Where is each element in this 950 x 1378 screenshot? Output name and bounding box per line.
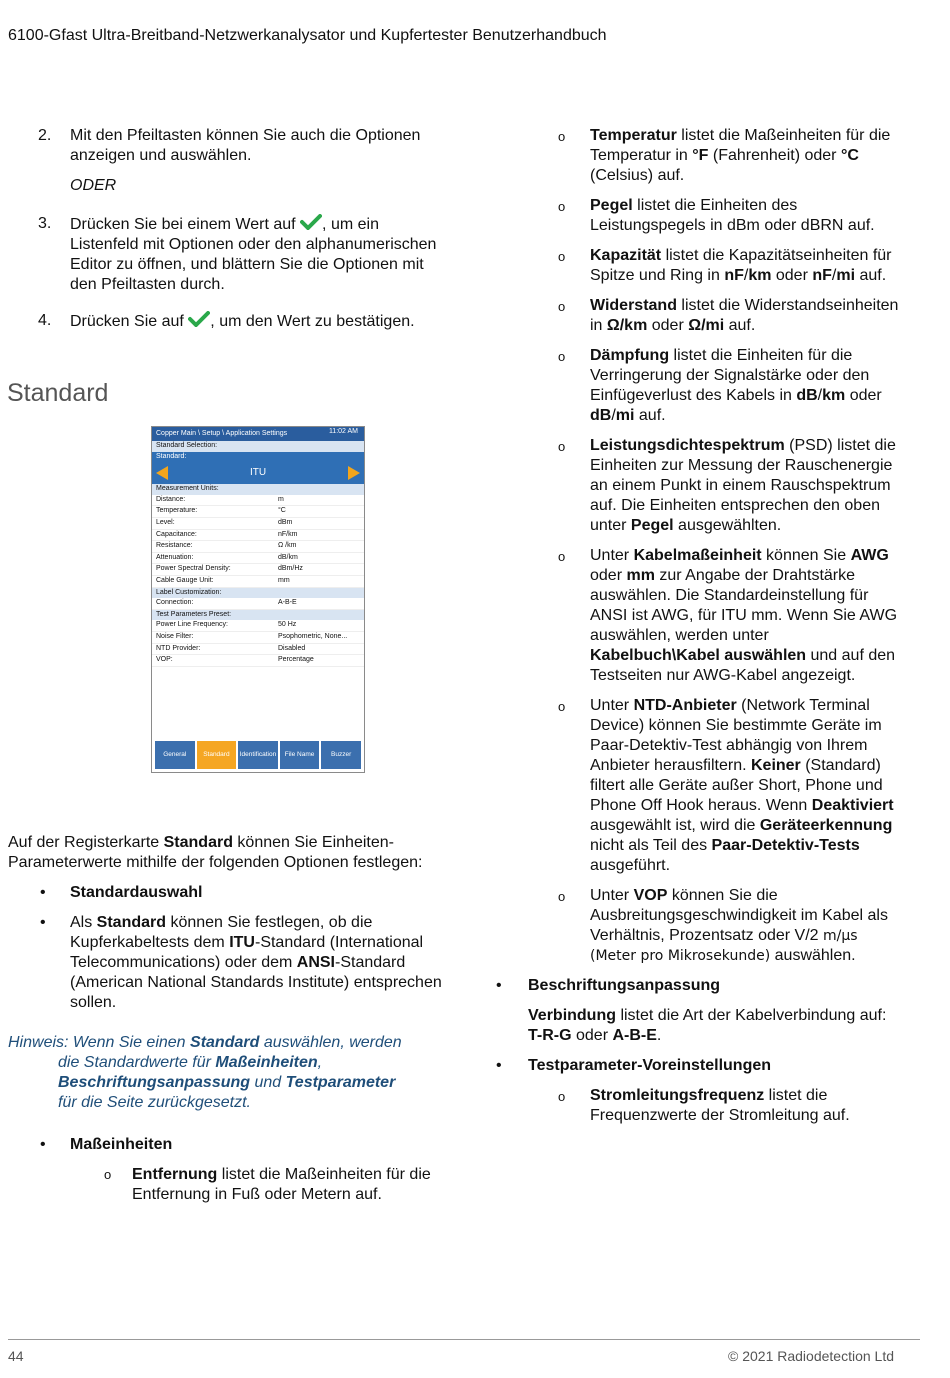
setting-label: Level:: [156, 518, 175, 526]
setting-row[interactable]: [152, 518, 364, 530]
setting-row[interactable]: [152, 598, 364, 610]
setting-value: dBm/Hz: [278, 565, 303, 573]
sub-entfernung: o Entfernung listet die Maßeinheiten für die Entfernung in Fuß oder Metern auf.: [104, 1166, 431, 1203]
tab-buzzer[interactable]: Buzzer: [321, 741, 361, 769]
copyright: © 2021 Radiodetection Ltd: [728, 1348, 894, 1364]
right-column: [490, 126, 900, 1136]
sub-kabelmasseinheit: o Unter Kabelmaßeinheit können Sie AWG oder mm zur Angabe der Drahtstärke auswählen. Die Standardeinstellung für ANSI ist AWG, für ITU mm. Wenn Sie AWG auswählen, werden unter Kabelbuch\Kabel auswählen und auf den Testseiten nur AWG-Kabel angezeigt.: [558, 547, 898, 684]
setting-row[interactable]: [152, 620, 364, 632]
setting-label: Attenuation:: [156, 553, 194, 561]
setting-value: m: [278, 495, 284, 503]
setting-value: Disabled: [278, 644, 306, 652]
setting-value: °C: [278, 507, 286, 515]
hint-note: Hinweis: Wenn Sie einen Standard auswählen, werden die Standardwerte für Maßeinheiten, Beschriftungsanpassung und Testparameter für die Seite zurückgesetzt.: [8, 1034, 402, 1111]
section-title: Standard: [7, 379, 109, 407]
sub-daempfung: o Dämpfung listet die Einheiten für die Verringerung der Signalstärke oder den Einfügeverlust des Kabels in dB/km oder dB/mi auf.: [558, 347, 882, 424]
sub-kapazitaet: o Kapazität listet die Kapazitätseinheiten für Spitze und Ring in nF/km oder nF/mi auf.: [558, 247, 892, 284]
tab-identification[interactable]: Identification: [238, 741, 278, 769]
setting-value: Percentage: [278, 656, 314, 664]
setting-label: Cable Gauge Unit:: [156, 576, 214, 584]
setting-row[interactable]: [152, 564, 364, 576]
setting-row[interactable]: [152, 553, 364, 565]
left-column: [8, 126, 448, 1205]
setting-value: dB/km: [278, 553, 298, 561]
mu-rows: [152, 495, 364, 588]
tab-standard[interactable]: Standard: [197, 741, 237, 769]
setting-value: Ω /km: [278, 542, 297, 550]
sub-widerstand: o Widerstand listet die Widerstandseinheiten in Ω/km oder Ω/mi auf.: [558, 297, 899, 334]
standard-selector: ITU: [152, 462, 364, 484]
sub-temperatur: o Temperatur listet die Maßeinheiten für die Temperatur in °F (Fahrenheit) oder °C (Celsius) auf.: [558, 127, 891, 184]
checkmark-icon: [300, 214, 322, 230]
setting-row[interactable]: [152, 530, 364, 542]
setting-row[interactable]: [152, 644, 364, 656]
tab-file-name[interactable]: File Name: [280, 741, 320, 769]
setting-value: dBm: [278, 518, 293, 526]
setting-label: Connection:: [156, 599, 194, 607]
setting-value: Psophometric, None...: [278, 632, 348, 640]
arrow-left-icon: [156, 466, 168, 480]
bullet-standard: • Als Standard können Sie festlegen, ob die Kupferkabeltests dem ITU-Standard (International Telecommunications) oder dem ANSI-Standard (American National Standards Institute) entsprechen sollen.: [40, 914, 442, 1011]
setting-value: A-B-E: [278, 599, 297, 607]
verbindung-paragraph: Verbindung listet die Art der Kabelverbindung auf: T-R-G oder A-B-E.: [528, 1007, 887, 1044]
page-header: 6100-Gfast Ultra-Breitband-Netzwerkanalysator und Kupfertester Benutzerhandbuch: [8, 27, 607, 44]
setting-row[interactable]: [152, 576, 364, 588]
setting-row[interactable]: [152, 655, 364, 667]
screenshot-time: 11:02 AM: [328, 428, 358, 435]
setting-label: Distance:: [156, 495, 186, 503]
step-3: 3. Drücken Sie bei einem Wert auf , um ein Listenfeld mit Optionen oder den alphanumerischen Editor zu öffnen, und blättern Sie die Optionen mit den Pfeiltasten durch.: [38, 215, 437, 293]
footer-divider: [8, 1339, 920, 1340]
screenshot-tabs: [155, 741, 361, 769]
setting-value: mm: [278, 576, 290, 584]
setting-label: Power Line Frequency:: [156, 621, 228, 629]
bullet-standardauswahl: • Standardauswahl: [40, 884, 203, 901]
setting-label: Temperature:: [156, 507, 198, 515]
tp-rows: [152, 620, 364, 666]
setting-value: 50 Hz: [278, 621, 297, 629]
setting-label: Capacitance:: [156, 530, 197, 538]
setting-label: NTD Provider:: [156, 644, 201, 652]
step-2: 2. Mit den Pfeiltasten können Sie auch die Optionen anzeigen und auswählen.: [38, 127, 421, 164]
setting-row[interactable]: [152, 632, 364, 644]
setting-row[interactable]: [152, 495, 364, 507]
checkmark-icon: [188, 311, 210, 327]
setting-row[interactable]: [152, 506, 364, 518]
bullet-masseinheiten: • Maßeinheiten: [40, 1136, 173, 1153]
setting-label: Noise Filter:: [156, 632, 194, 640]
sub-pegel: o Pegel listet die Einheiten des Leistungspegels in dBm oder dBRN auf.: [558, 197, 875, 234]
device-screenshot: Copper Main \ Setup \ Application Settings 11:02 AM Standard Selection: Standard: ITU Measurement Units: Distance: m Temperature: °C Level: dBm Capacitance: nF/km Resistance: Ω /km Attenuation: dB/km Power Spectral Density: dBm/Hz Cable Gauge Unit: mm Label Customization: Connection: A-B-E Test Parameters Preset: Power Line Frequency: 50 Hz Noise Filter: Psophometric, None... NTD Provider: Disabled VOP: Percentage General Standard Identification File Name Buzzer: [151, 426, 365, 773]
bullet-testparameter: • Testparameter-Voreinstellungen: [496, 1057, 772, 1074]
setting-label: Resistance:: [156, 542, 193, 550]
arrow-right-icon: [348, 466, 360, 480]
lc-rows: [152, 598, 364, 610]
screenshot-breadcrumb: Copper Main \ Setup \ Application Settings: [152, 427, 364, 441]
step-4: 4. Drücken Sie auf , um den Wert zu bestätigen.: [38, 312, 415, 330]
sub-stromleitungsfrequenz: o Stromleitungsfrequenz listet die Frequenzwerte der Stromleitung auf.: [558, 1087, 850, 1124]
setting-label: VOP:: [156, 656, 173, 664]
sub-psd: o Leistungsdichtespektrum (PSD) listet die Einheiten zur Messung der Rauschenergie an einem Punkt in einem Rauschspektrum auf. Die Einheiten entsprechen den oben unter Pegel ausgewählten.: [558, 437, 896, 534]
setting-row[interactable]: [152, 541, 364, 553]
sub-vop: o Unter VOP können Sie die Ausbreitungsgeschwindigkeit im Kabel als Verhältnis, Prozentsatz oder V/2 m/µs (Meter pro Mikrosekunde) auswählen.: [558, 887, 888, 964]
sub-ntd-anbieter: o Unter NTD-Anbieter (Network Terminal Device) können Sie bestimmte Geräte im Paar-Detektiv-Test abhängig von Ihrem Anbieter herausfiltern. Keiner (Standard) filtert alle Geräte außer Short, Phone und Phone Off Hook heraus. Wenn Deaktiviert ausgewählt ist, wird die Geräteerkennung nicht als Teil des Paar-Detektiv-Tests ausgeführt.: [558, 697, 894, 874]
tab-general[interactable]: General: [155, 741, 195, 769]
setting-value: nF/km: [278, 530, 298, 538]
oder-text: ODER: [70, 177, 117, 194]
setting-label: Power Spectral Density:: [156, 565, 231, 573]
intro-paragraph: Auf der Registerkarte Standard können Sie Einheiten-Parameterwerte mithilfe der folgenden Optionen festlegen:: [8, 834, 423, 871]
page-number: 44: [8, 1348, 24, 1364]
bullet-beschriftungsanpassung: • Beschriftungsanpassung: [496, 977, 721, 994]
